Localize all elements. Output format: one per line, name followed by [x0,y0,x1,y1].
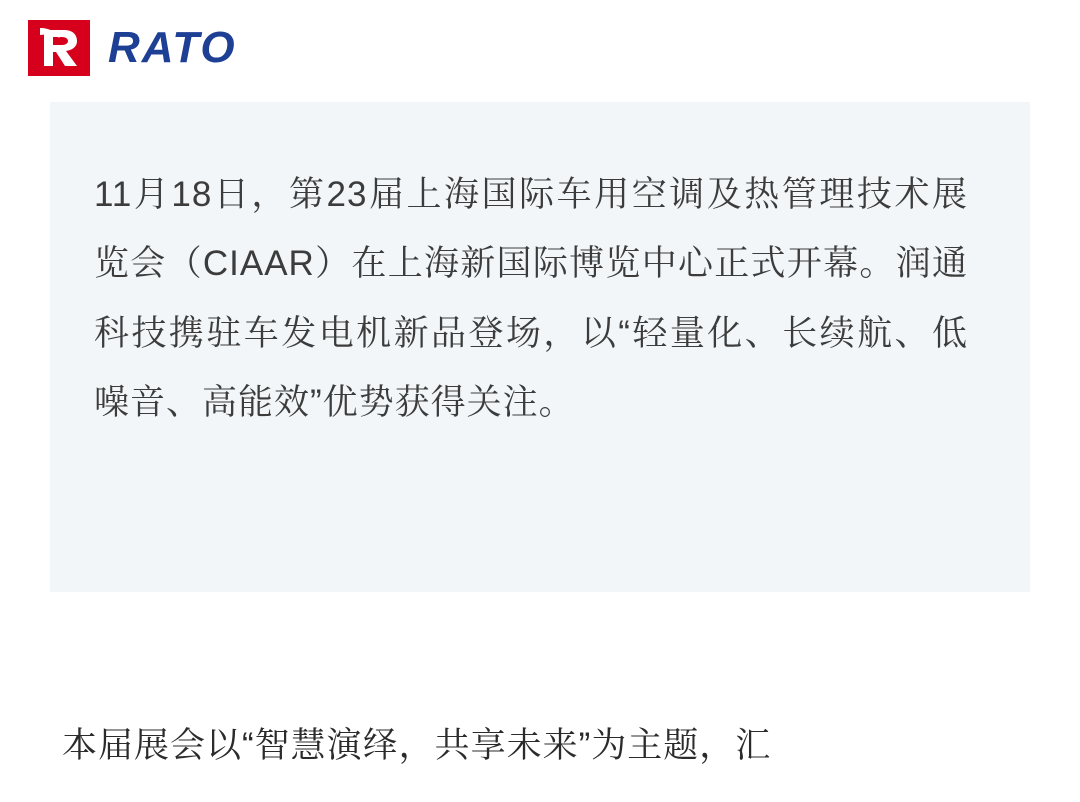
brand-wordmark: RATO [108,23,237,72]
quote-text: 11月18日，第23届上海国际车用空调及热管理技术展览会（CIAAR）在上海新国际博览中心正式开幕。润通科技携驻车发电机新品登场，以“轻量化、长续航、低噪音、高能效”优势获得关注。 [94,175,968,422]
rato-r-logo-icon [28,20,90,76]
highlight-quote-card [50,102,1030,592]
body-paragraph: 本届展会以“智慧演绎，共享未来”为主题，汇 [62,726,772,765]
brand-header [0,0,1080,72]
